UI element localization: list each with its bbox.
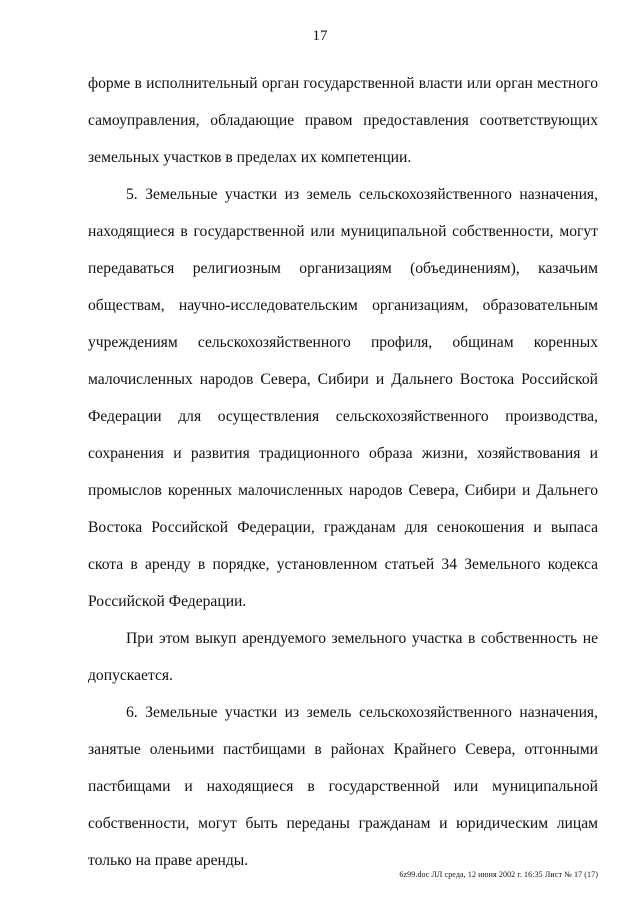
document-footer: 6z99.doc ЛЛ среда, 12 июня 2002 г. 16:35 Лист № 17 (17) — [399, 870, 598, 879]
document-body — [88, 65, 598, 879]
paragraph-buyout-note: При этом выкуп арендуемого земельного участка в собственность не допускается. — [88, 630, 598, 684]
paragraph-item-6: 6. Земельные участки из земель сельскохозяйственного назначения, занятые оленьими пастбищами в районах Крайнего Севера, отгонными пастбищами и находящиеся в государственной или муниципальной собственности, могут быть переданы гражданам и юридическим лицам только на праве аренды. — [88, 704, 598, 869]
paragraph-item-5: 5. Земельные участки из земель сельскохозяйственного назначения, находящиеся в государственной или муниципальной собственности, могут передаваться религиозным организациям (объединениям), казачьим обществам, научно-исследовательским организациям, образовательным учреждениям сельскохозяйственного профиля, общинам коренных малочисленных народов Севера, Сибири и Дальнего Востока Российской Федерации для осуществления сельскохозяйственного производства, сохранения и развития традиционного образа жизни, хозяйствования и промыслов коренных малочисленных народов Севера, Сибири и Дальнего Востока Российской Федерации, гражданам для сенокошения и выпаса скота в аренду в порядке, установленном статьей 34 Земельного кодекса Российской Федерации. — [88, 186, 598, 610]
page-number: 17 — [312, 28, 328, 44]
paragraph-continuation: форме в исполнительный орган государственной власти или орган местного самоуправления, обладающие правом предоставления соответствующих земельных участков в пределах их компетенции. — [88, 75, 598, 166]
